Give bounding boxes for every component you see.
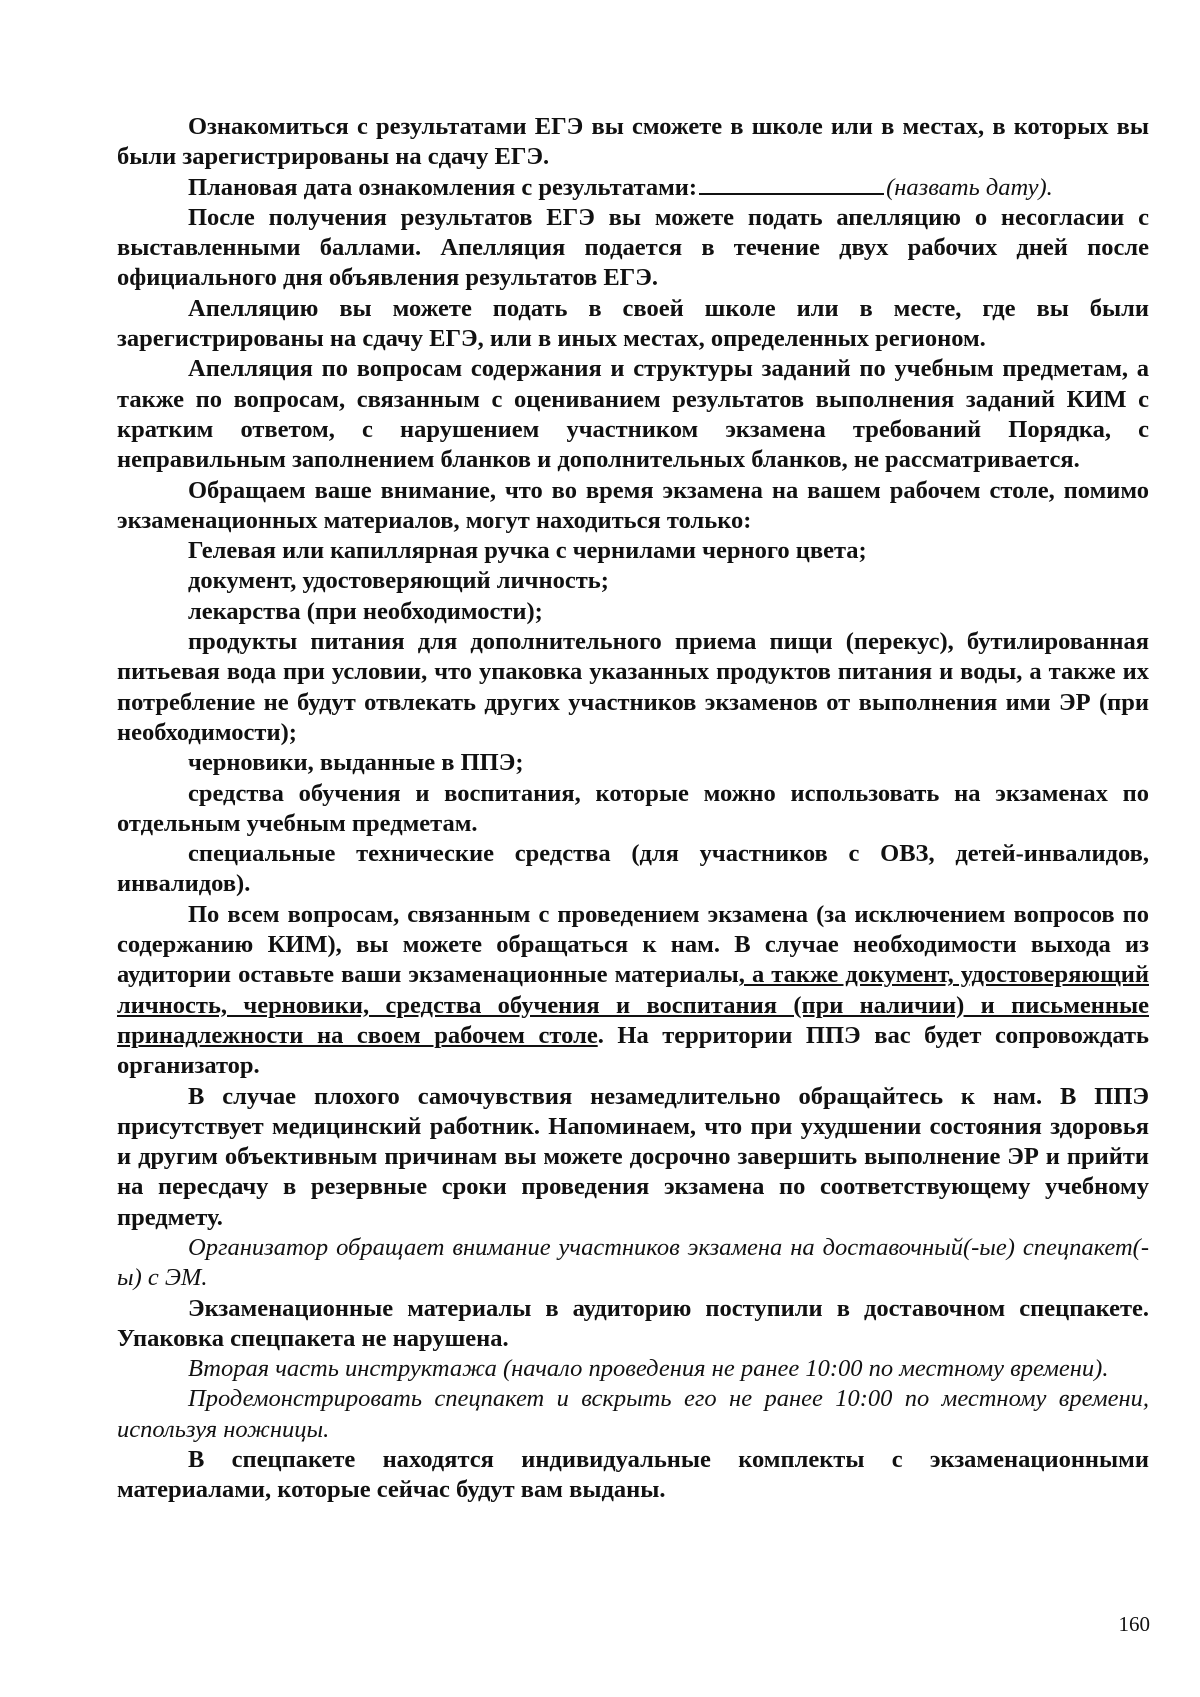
allowed-item-id-document: документ, удостоверяющий личность;: [188, 567, 609, 595]
open-package-note-paragraph: Продемонстрировать спецпакет и вскрыть его не ранее 10:00 по местному времени, используя ножницы.: [117, 1385, 1149, 1443]
date-blank-line: [699, 193, 884, 195]
appeal-after-results-paragraph: После получения результатов ЕГЭ вы можете подать апелляцию о несогласии с выставленными баллами. Апелляция подается в течение двух рабочих дней после официального дня объявления результатов ЕГЭ.: [117, 203, 1149, 292]
allowed-item-study-aids: средства обучения и воспитания, которые можно использовать на экзаменах по отдельным учебным предметам.: [117, 779, 1149, 837]
questions-and-leaving-paragraph: [117, 900, 1149, 1082]
allowed-item-drafts: черновики, выданные в ППЭ;: [188, 749, 524, 777]
questions-tail-text: . На территории ППЭ вас будет сопровождать организатор.: [117, 1021, 1149, 1080]
results-date-paragraph: [117, 173, 1149, 203]
allowed-item-special-equipment: специальные технические средства (для участников с ОВЗ, детей-инвалидов, инвалидов).: [117, 840, 1149, 898]
appeal-location-paragraph: Апелляцию вы можете подать в своей школе или в месте, где вы были зарегистрированы на сдачу ЕГЭ, или в иных местах, определенных регионом.: [117, 294, 1149, 353]
page-number: 160: [1118, 1612, 1150, 1636]
allowed-item-pen: Гелевая или капиллярная ручка с чернилами черного цвета;: [188, 537, 867, 565]
results-date-label: Плановая дата ознакомления с результатами:: [188, 173, 698, 201]
second-part-note-paragraph: Вторая часть инструктажа (начало проведения не ранее 10:00 по местному времени).: [188, 1355, 1109, 1383]
allowed-item-medicine: лекарства (при необходимости);: [188, 597, 543, 625]
individual-kits-paragraph: В спецпакете находятся индивидуальные комплекты с экзаменационными материалами, которые сейчас будут вам выданы.: [117, 1446, 1149, 1504]
allowed-item-food-water: продукты питания для дополнительного приема пищи (перекус), бутилированная питьевая вода при условии, что упаковка указанных продуктов питания и воды, а также их потребление не будут отвлекать других участников экзаменов от выполнения ими ЭР (при необходимости);: [117, 628, 1149, 746]
organizer-note-paragraph: Организатор обращает внимание участников экзамена на доставочный(-ые) спецпакет(-ы) с ЭМ.: [117, 1233, 1149, 1292]
results-date-note: (назвать дату).: [886, 173, 1053, 201]
results-location-paragraph: Ознакомиться с результатами ЕГЭ вы сможете в школе или в местах, в которых вы были зарегистрированы на сдачу ЕГЭ.: [117, 113, 1149, 171]
instruction-text: [117, 112, 1149, 1506]
questions-underlined-text: , а также документ, удостоверяющий личность, черновики, средства обучения и воспитания (при наличии) и письменные принадлежности на своем рабочем столе: [117, 961, 1149, 1049]
appeal-not-considered-paragraph: Апелляция по вопросам содержания и структуры заданий по учебным предметам, а также по вопросам, связанным с оцениванием результатов выполнения заданий КИМ с кратким ответом, с нарушением участником экзамена требований Порядка, с неправильным заполнением бланков и дополнительных бланков, не рассматривается.: [117, 355, 1149, 474]
health-paragraph: В случае плохого самочувствия незамедлительно обращайтесь к нам. В ППЭ присутствует медицинский работник. Напоминаем, что при ухудшении состояния здоровья и другим объективным причинам вы можете досрочно завершить выполнение ЭР и прийти на пересдачу в резервные сроки проведения экзамена по соответствующему учебному предмету.: [117, 1082, 1149, 1231]
questions-text: По всем вопросам, связанным с проведением экзамена (за исключением вопросов по содержанию КИМ), вы можете обращаться к нам. В случае необходимости выхода из аудитории оставьте ваши экзаменационные материалы: [117, 900, 1149, 989]
package-intact-paragraph: Экзаменационные материалы в аудиторию поступили в доставочном спецпакете. Упаковка спецпакета не нарушена.: [117, 1294, 1149, 1352]
desk-items-intro-paragraph: Обращаем ваше внимание, что во время экзамена на вашем рабочем столе, помимо экзаменационных материалов, могут находиться только:: [117, 476, 1149, 534]
